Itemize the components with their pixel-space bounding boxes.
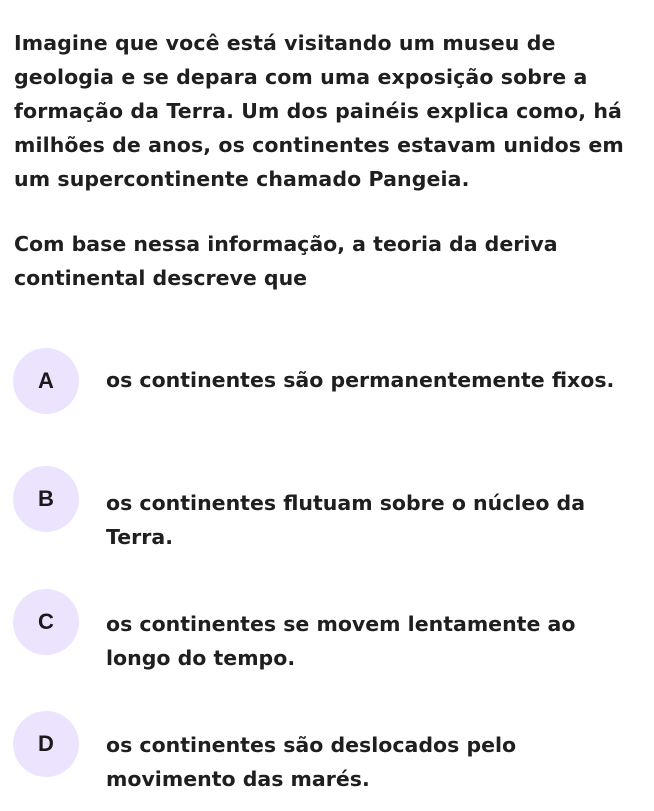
option-a-badge: A — [13, 348, 79, 414]
option-c-badge: C — [13, 589, 79, 655]
option-d-text: os continentes são deslocados pelo movimento das marés. — [106, 733, 517, 791]
option-d-badge: D — [13, 711, 79, 777]
option-b-text: os continentes flutuam sobre o núcleo da Terra. — [106, 491, 586, 549]
option-a-text: os continentes são permanentemente fixos. — [106, 368, 615, 392]
option-b-badge: B — [13, 466, 79, 532]
option-c-text: os continentes se movem lentamente ao longo do tempo. — [106, 612, 576, 670]
question-text: Imagine que você está visitando um museu de geologia e se depara com uma exposição sobre a formação da Terra. Um dos painéis explica como, há milhões de anos, os continentes estavam unidos em um supercontinente chamado Pangeia. — [14, 31, 624, 191]
question-prompt: Com base nessa informação, a teoria da deriva continental descreve que — [14, 232, 558, 290]
